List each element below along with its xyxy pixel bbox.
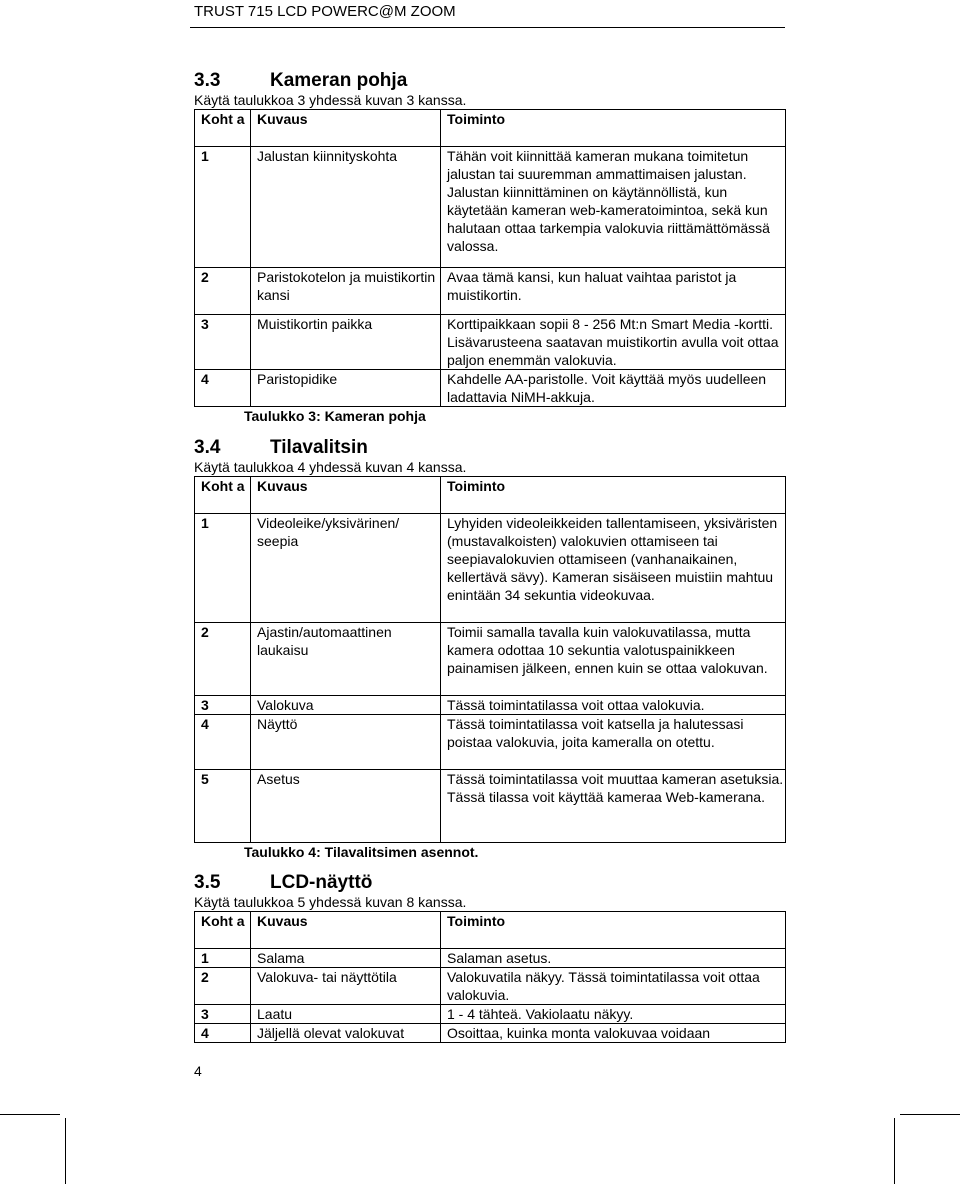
- section-number: 3.5: [194, 872, 221, 893]
- row-description: Valokuva: [251, 696, 441, 715]
- row-function: Tässä toimintatilassa voit ottaa valokuvia.: [441, 696, 786, 715]
- crop-mark: [65, 1118, 66, 1184]
- row-description: Videoleike/yksivärinen/ seepia: [251, 514, 441, 623]
- row-number: 4: [195, 370, 251, 407]
- section-intro: Käytä taulukkoa 4 yhdessä kuvan 4 kanssa.: [194, 459, 467, 475]
- table-row: [195, 1005, 786, 1024]
- row-function: Lyhyiden videoleikkeiden tallentamiseen, yksiväristen (mustavalkoisten) valokuvien ottamiseen tai seepiavalokuvien ottamiseen (vanhanaikainen, kellertävä sävy). Kameran sisäiseen muistiin mahtuu enintään 34 sekuntia videokuvaa.: [441, 514, 786, 623]
- header-divider: [190, 27, 785, 28]
- page-header: [0, 0, 960, 30]
- row-description: Muistikortin paikka: [251, 315, 441, 370]
- column-header-func: Toiminto: [441, 110, 786, 147]
- row-function: Tässä toimintatilassa voit muuttaa kameran asetuksia. Tässä tilassa voit käyttää kameraa Web-kamerana.: [441, 770, 786, 843]
- section-title: LCD-näyttö: [270, 872, 373, 893]
- row-description: Salama: [251, 949, 441, 968]
- crop-mark: [900, 1114, 960, 1115]
- row-number: 3: [195, 696, 251, 715]
- row-function: Tähän voit kiinnittää kameran mukana toimitetun jalustan tai suuremman ammattimaisen jalustan. Jalustan kiinnittäminen on käytännöllistä, kun käytetään kameran web-kameratoimintoa, sekä kun halutaan ottaa tarkempia valokuvia riittämättömässä valossa.: [441, 147, 786, 268]
- section-intro: Käytä taulukkoa 3 yhdessä kuvan 3 kanssa.: [194, 92, 467, 108]
- row-description: Paristopidike: [251, 370, 441, 407]
- table-header-row: [195, 912, 786, 949]
- row-function: Avaa tämä kansi, kun haluat vaihtaa paristot ja muistikortin.: [441, 268, 786, 315]
- column-header-num: Koht a: [195, 912, 251, 949]
- row-number: 3: [195, 315, 251, 370]
- column-header-num: Koht a: [195, 477, 251, 514]
- document-title: TRUST 715 LCD POWERC@M ZOOM: [194, 3, 456, 20]
- table-row: [195, 968, 786, 1005]
- section-lcd-naytto: [194, 872, 794, 1043]
- row-description: Valokuva- tai näyttötila: [251, 968, 441, 1005]
- table-row: [195, 268, 786, 315]
- row-number: 5: [195, 770, 251, 843]
- table-row: [195, 623, 786, 696]
- table-caption: Taulukko 3: Kameran pohja: [244, 408, 426, 424]
- column-header-func: Toiminto: [441, 912, 786, 949]
- table-row: [195, 949, 786, 968]
- section-number: 3.4: [194, 437, 221, 458]
- table-tilavalitsin: [194, 476, 786, 843]
- row-number: 2: [195, 268, 251, 315]
- row-description: Laatu: [251, 1005, 441, 1024]
- row-number: 2: [195, 968, 251, 1005]
- section-kameran-pohja: [194, 70, 794, 425]
- row-function: Toimii samalla tavalla kuin valokuvatilassa, mutta kamera odottaa 10 sekuntia valotuspainikkeen painamisen jälkeen, ennen kuin se ottaa valokuvan.: [441, 623, 786, 696]
- table-row: [195, 1024, 786, 1043]
- column-header-desc: Kuvaus: [251, 477, 441, 514]
- row-number: 1: [195, 147, 251, 268]
- column-header-num: Koht a: [195, 110, 251, 147]
- row-function: Salaman asetus.: [441, 949, 786, 968]
- row-description: Jäljellä olevat valokuvat: [251, 1024, 441, 1043]
- row-function: Tässä toimintatilassa voit katsella ja halutessasi poistaa valokuvia, joita kameralla on otettu.: [441, 715, 786, 770]
- row-description: Näyttö: [251, 715, 441, 770]
- section-tilavalitsin: [194, 437, 794, 861]
- row-description: Asetus: [251, 770, 441, 843]
- table-header-row: [195, 110, 786, 147]
- row-function: Valokuvatila näkyy. Tässä toimintatilassa voit ottaa valokuvia.: [441, 968, 786, 1005]
- table-row: [195, 370, 786, 407]
- row-description: Jalustan kiinnityskohta: [251, 147, 441, 268]
- crop-mark: [0, 1114, 60, 1115]
- row-function: Kahdelle AA-paristolle. Voit käyttää myös uudelleen ladattavia NiMH-akkuja.: [441, 370, 786, 407]
- section-heading: [194, 872, 794, 894]
- row-function: Osoittaa, kuinka monta valokuvaa voidaan: [441, 1024, 786, 1043]
- row-number: 4: [195, 715, 251, 770]
- table-header-row: [195, 477, 786, 514]
- row-number: 1: [195, 514, 251, 623]
- table-lcd-naytto: [194, 911, 786, 1043]
- row-number: 3: [195, 1005, 251, 1024]
- column-header-func: Toiminto: [441, 477, 786, 514]
- row-number: 1: [195, 949, 251, 968]
- table-caption: Taulukko 4: Tilavalitsimen asennot.: [244, 844, 479, 860]
- section-heading: [194, 70, 794, 92]
- row-description: Ajastin/automaattinen laukaisu: [251, 623, 441, 696]
- table-row: [195, 715, 786, 770]
- page-number: 4: [194, 1063, 202, 1079]
- crop-mark: [894, 1118, 895, 1184]
- row-number: 4: [195, 1024, 251, 1043]
- table-kameran-pohja: [194, 109, 786, 407]
- row-description: Paristokotelon ja muistikortin kansi: [251, 268, 441, 315]
- section-number: 3.3: [194, 70, 221, 91]
- table-row: [195, 147, 786, 268]
- section-intro: Käytä taulukkoa 5 yhdessä kuvan 8 kanssa.: [194, 894, 467, 910]
- row-function: 1 - 4 tähteä. Vakiolaatu näkyy.: [441, 1005, 786, 1024]
- row-function: Korttipaikkaan sopii 8 - 256 Mt:n Smart Media -kortti. Lisävarusteena saatavan muistikortin avulla voit ottaa paljon enemmän valokuvia.: [441, 315, 786, 370]
- section-title: Tilavalitsin: [270, 437, 368, 458]
- table-row: [195, 514, 786, 623]
- section-heading: [194, 437, 794, 459]
- section-title: Kameran pohja: [270, 70, 408, 91]
- column-header-desc: Kuvaus: [251, 110, 441, 147]
- row-number: 2: [195, 623, 251, 696]
- table-row: [195, 315, 786, 370]
- table-row: [195, 696, 786, 715]
- column-header-desc: Kuvaus: [251, 912, 441, 949]
- table-row: [195, 770, 786, 843]
